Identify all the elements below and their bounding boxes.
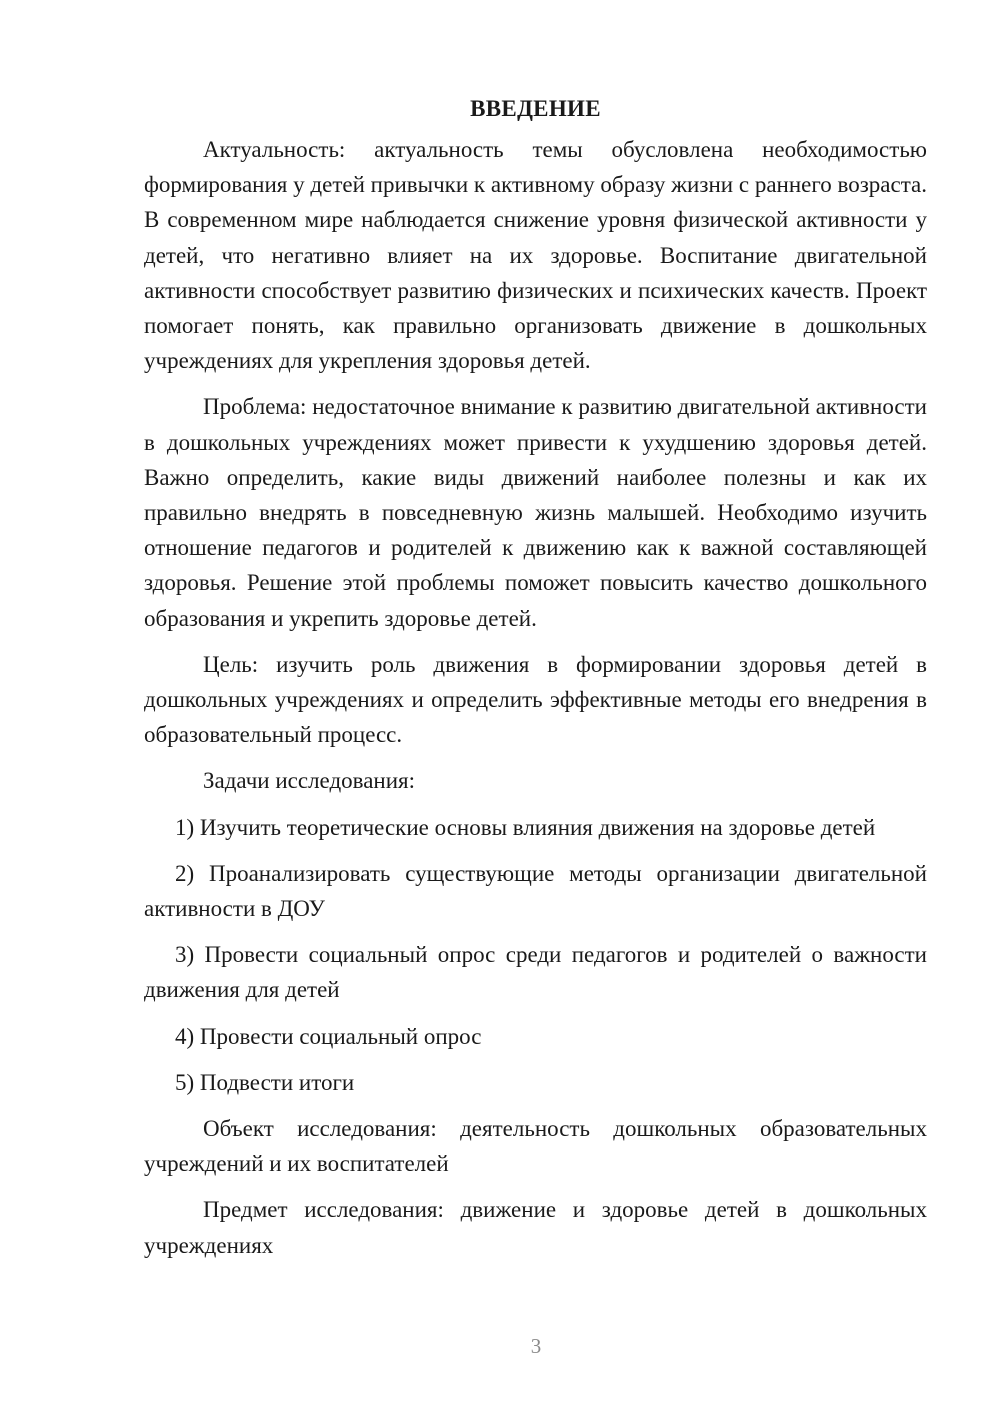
paragraph-research-subject: Предмет исследования: движение и здоровье детей в дошкольных учреждениях	[144, 1197, 927, 1258]
task-item-1: 1) Изучить теоретические основы влияния движения на здоровье детей	[175, 814, 876, 840]
paragraph-goal: Цель: изучить роль движения в формировании здоровья детей в дошкольных учреждениях и определить эффективные методы его внедрения в образовательный процесс.	[144, 651, 927, 748]
task-item-2: 2) Проанализировать существующие методы организации двигательной активности в ДОУ	[144, 860, 927, 922]
paragraph-problem: Проблема: недостаточное внимание к развитию двигательной активности в дошкольных учреждениях может привести к ухудшению здоровья детей. Важно определить, какие виды движений наиболее полезны и как их правильно внедрять в повседневную жизнь малышей. Необходимо изучить отношение педагогов и родителей к движению как к важной составляющей здоровья. Решение этой проблемы поможет повысить качество дошкольного образования и укрепить здоровье детей.	[144, 394, 927, 631]
paragraph-relevance: Актуальность: актуальность темы обусловлена необходимостью формирования у детей привычки к активному образу жизни с раннего возраста. В современном мире наблюдается снижение уровня физической активности у детей, что негативно влияет на их здоровье. Воспитание двигательной активности способствует развитию физических и психических качеств. Проект помогает понять, как правильно организовать движение в дошкольных учреждениях для укрепления здоровья детей.	[144, 137, 927, 374]
page-title: ВВЕДЕНИЕ	[470, 96, 601, 121]
paragraph-tasks-heading: Задачи исследования:	[203, 768, 416, 794]
task-item-5: 5) Подвести итоги	[175, 1069, 355, 1095]
document-page	[144, 92, 927, 1274]
task-item-4: 4) Провести социальный опрос	[175, 1023, 482, 1049]
task-item-3: 3) Провести социальный опрос среди педагогов и родителей о важности движения для детей	[144, 942, 927, 1003]
page-number: 3	[530, 1334, 542, 1358]
paragraph-research-object: Объект исследования: деятельность дошкольных образовательных учреждений и их воспитателей	[144, 1116, 927, 1177]
